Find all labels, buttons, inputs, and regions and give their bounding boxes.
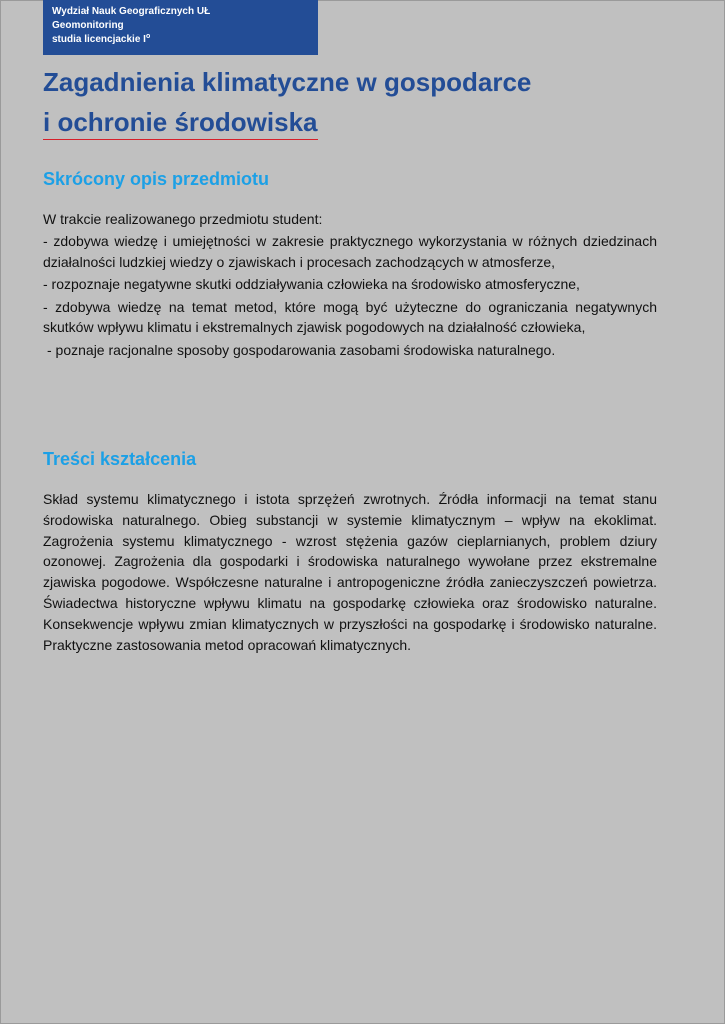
short-description-item: - zdobywa wiedzę i umiejętności w zakresie praktycznego wykorzystania w różnych dziedzinach działalności ludzkiej wiedzy o zjawiskach i procesach zachodzących w atmosferze, <box>43 233 657 271</box>
page-title-line-2: i ochronie środowiska <box>43 107 318 137</box>
short-description-heading: Skrócony opis przedmiotu <box>43 169 270 189</box>
course-content-text: Skład systemu klimatycznego i istota sprzężeń zwrotnych. Źródła informacji na temat stanu środowiska naturalnego. Obieg substancji w systemie klimatycznym – wpływ na ekoklimat. Zagrożenia systemu klimatycznego - wzrost stężenia gazów cieplarnianych, problem dziury ozonowej. Zagrożenia dla gospodarki i środowiska naturalnego wywołane przez ekstremalne zjawiska pogodowe. Współczesne naturalne i antropogeniczne źródła zanieczyszczeń powietrza. Świadectwa historyczne wpływu klimatu na gospodarkę człowieka oraz środowisko naturalne. Konsekwencje wpływu zmian klimatycznych w przyszłości na gospodarkę i środowisko naturalne. Praktyczne zastosowania metod opracowań klimatycznych. <box>43 491 657 653</box>
header-box <box>43 0 318 55</box>
study-level <box>52 33 318 47</box>
short-description-item: - zdobywa wiedzę na temat metod, które mogą być użyteczne do ograniczania negatywnych skutków wpływu klimatu i ekstremalnych zjawisk pogodowych na działalność człowieka, <box>43 298 657 336</box>
page-title <box>43 62 683 142</box>
short-description-item: - poznaje racjonalne sposoby gospodarowania zasobami środowiska naturalnego. <box>47 341 556 358</box>
short-description-body <box>43 209 657 361</box>
study-level-text: studia licencjackie I <box>52 34 146 45</box>
program-name: Geomonitoring <box>52 20 124 31</box>
title-underline <box>43 139 318 140</box>
page-title-line-1: Zagadnienia klimatyczne w gospodarce <box>43 67 532 97</box>
short-description-item: - rozpoznaje negatywne skutki oddziaływania człowieka na środowisko atmosferyczne, <box>43 276 580 293</box>
short-description-intro: W trakcie realizowanego przedmiotu student: <box>43 211 323 227</box>
faculty-name: Wydział Nauk Geograficznych UŁ <box>52 6 211 17</box>
study-level-degree: o <box>145 33 151 40</box>
course-content-heading: Treści kształcenia <box>43 449 197 469</box>
course-content-body <box>43 489 657 655</box>
